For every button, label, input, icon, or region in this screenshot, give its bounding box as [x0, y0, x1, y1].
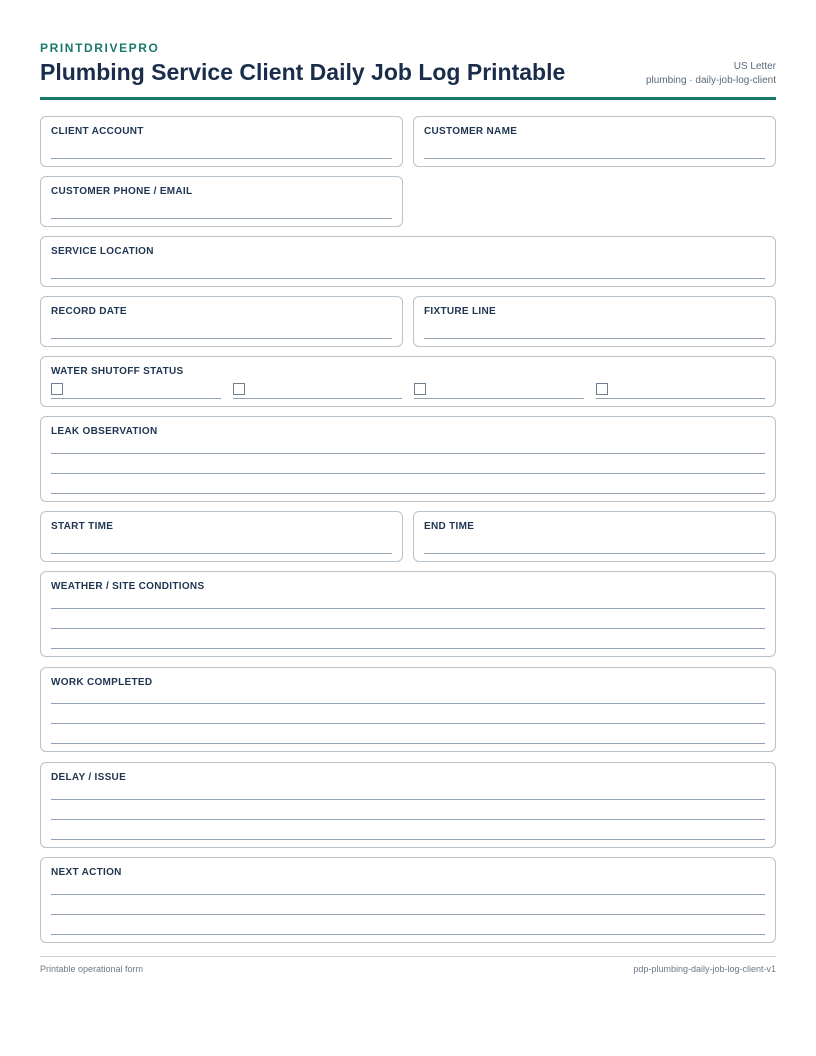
end-time-label: END TIME — [424, 521, 475, 532]
work-completed-line-2[interactable] — [51, 723, 765, 724]
next-action-line-3[interactable] — [51, 934, 765, 935]
footer-description: Printable operational form — [40, 964, 144, 974]
record-date-label: RECORD DATE — [51, 306, 127, 317]
customer-name-field[interactable] — [413, 116, 776, 167]
leak-observation-field[interactable] — [40, 416, 776, 502]
header-divider — [40, 97, 776, 100]
delay-issue-field[interactable] — [40, 762, 776, 848]
footer-form-id: pdp-plumbing-daily-job-log-client-v1 — [633, 964, 776, 974]
work-completed-line-1[interactable] — [51, 703, 765, 704]
shutoff-option-1[interactable] — [51, 383, 221, 399]
document-tags: plumbing · daily-job-log-client — [645, 75, 776, 86]
customer-name-label: CUSTOMER NAME — [424, 126, 518, 137]
end-time-write-line[interactable] — [424, 553, 765, 554]
checkbox-icon[interactable] — [414, 383, 426, 395]
customer-name-write-line[interactable] — [424, 158, 765, 159]
shutoff-option-2[interactable] — [233, 383, 403, 399]
footer-divider — [40, 956, 776, 957]
delay-issue-line-1[interactable] — [51, 799, 765, 800]
leak-observation-label: LEAK OBSERVATION — [51, 426, 158, 437]
option-write-line — [51, 398, 221, 399]
start-time-write-line[interactable] — [51, 553, 392, 554]
fixture-line-write-line[interactable] — [424, 338, 765, 339]
option-write-line — [414, 398, 584, 399]
work-completed-field[interactable] — [40, 667, 776, 752]
document-meta — [646, 60, 776, 88]
end-time-field[interactable] — [413, 511, 776, 562]
water-shutoff-options — [51, 383, 765, 399]
leak-observation-line-1[interactable] — [51, 453, 765, 454]
checkbox-icon[interactable] — [596, 383, 608, 395]
water-shutoff-status-field — [40, 356, 776, 407]
client-account-label: CLIENT ACCOUNT — [51, 126, 144, 137]
customer-contact-label: CUSTOMER PHONE / EMAIL — [51, 186, 193, 197]
delay-issue-label: DELAY / ISSUE — [51, 772, 127, 783]
next-action-field[interactable] — [40, 857, 776, 943]
checkbox-icon[interactable] — [51, 383, 63, 395]
shutoff-option-3[interactable] — [414, 383, 584, 399]
weather-line-2[interactable] — [51, 628, 765, 629]
service-location-write-line[interactable] — [51, 278, 765, 279]
service-location-label: SERVICE LOCATION — [51, 246, 154, 257]
fixture-line-field[interactable] — [413, 296, 776, 347]
brand-name: PRINTDRIVEPRO — [40, 41, 160, 55]
weather-site-conditions-field[interactable] — [40, 571, 776, 657]
service-location-field[interactable] — [40, 236, 776, 287]
work-completed-label: WORK COMPLETED — [51, 677, 153, 688]
delay-issue-line-2[interactable] — [51, 819, 765, 820]
water-shutoff-status-label: WATER SHUTOFF STATUS — [51, 366, 184, 377]
shutoff-option-4[interactable] — [596, 383, 766, 399]
next-action-line-1[interactable] — [51, 894, 765, 895]
start-time-field[interactable] — [40, 511, 403, 562]
record-date-write-line[interactable] — [51, 338, 392, 339]
next-action-label: NEXT ACTION — [51, 867, 122, 878]
leak-observation-line-2[interactable] — [51, 473, 765, 474]
client-account-write-line[interactable] — [51, 158, 392, 159]
fixture-line-label: FIXTURE LINE — [424, 306, 496, 317]
start-time-label: START TIME — [51, 521, 114, 532]
weather-line-3[interactable] — [51, 648, 765, 649]
client-account-field[interactable] — [40, 116, 403, 167]
delay-issue-line-3[interactable] — [51, 839, 765, 840]
option-write-line — [596, 398, 766, 399]
paper-size: US Letter — [733, 61, 776, 72]
customer-contact-field[interactable] — [40, 176, 403, 227]
page-title: Plumbing Service Client Daily Job Log Printable — [40, 59, 566, 85]
option-write-line — [233, 398, 403, 399]
weather-line-1[interactable] — [51, 608, 765, 609]
customer-contact-write-line[interactable] — [51, 218, 392, 219]
record-date-field[interactable] — [40, 296, 403, 347]
next-action-line-2[interactable] — [51, 914, 765, 915]
checkbox-icon[interactable] — [233, 383, 245, 395]
work-completed-line-3[interactable] — [51, 743, 765, 744]
job-log-form — [40, 0, 776, 1056]
weather-site-conditions-label: WEATHER / SITE CONDITIONS — [51, 581, 205, 592]
leak-observation-line-3[interactable] — [51, 493, 765, 494]
